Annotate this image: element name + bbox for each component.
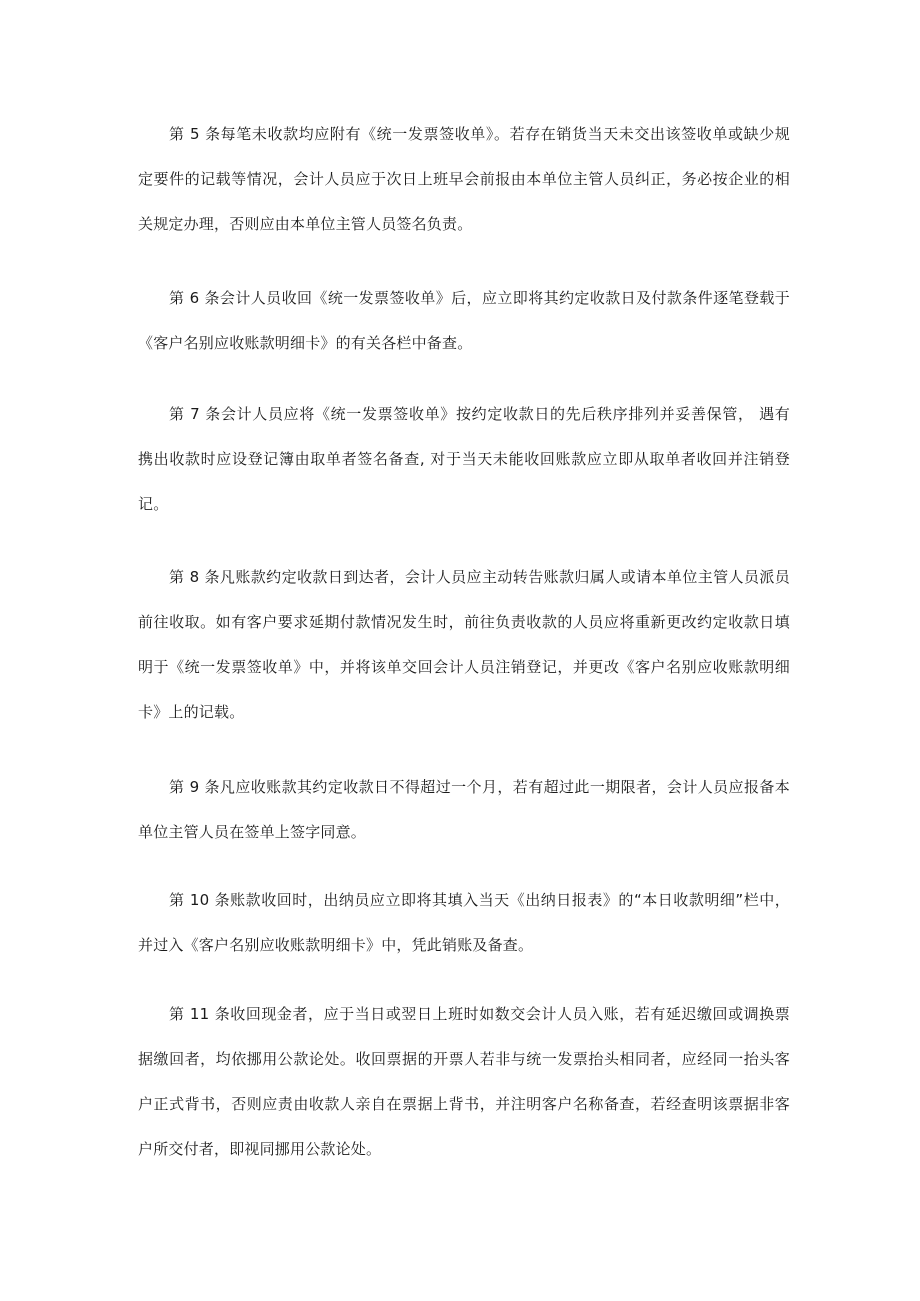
article-10 — [138, 878, 790, 968]
article-line: 第 8 条凡账款约定收款日到达者，会计人员应主动转告账款归属人或请本单位主管人员派员 — [169, 568, 790, 586]
article-line: 前往收取。如有客户要求延期付款情况发生时，前往负责收款的人员应将重新更改约定收款日填 — [138, 613, 790, 631]
article-line: 据缴回者，均依挪用公款论处。收回票据的开票人若非与统一发票抬头相同者，应经同一抬头客 — [138, 1050, 790, 1068]
article-8 — [138, 555, 790, 735]
article-line: 《客户名别应收账款明细卡》的有关各栏中备查。 — [138, 334, 473, 352]
article-line: 关规定办理，否则应由本单位主管人员签名负责。 — [138, 215, 473, 233]
article-line: 第 9 条凡应收账款其约定收款日不得超过一个月，若有超过此一期限者，会计人员应报备本 — [169, 778, 790, 796]
article-7 — [138, 392, 790, 527]
article-line: 第 10 条账款收回时，出纳员应立即将其填入当天《出纳日报表》的“本日收款明细”栏中， — [169, 891, 790, 909]
article-line: 单位主管人员在签单上签字同意。 — [138, 823, 367, 841]
article-11 — [138, 992, 790, 1172]
article-line: 户所交付者，即视同挪用公款论处。 — [138, 1140, 382, 1158]
article-line: 定要件的记载等情况，会计人员应于次日上班早会前报由本单位主管人员纠正，务必按企业的相 — [138, 170, 790, 188]
article-5 — [138, 112, 790, 247]
article-line: 第 5 条每笔未收款均应附有《统一发票签收单》。若存在销货当天未交出该签收单或缺少规 — [169, 125, 790, 143]
article-line: 户正式背书，否则应责由收款人亲自在票据上背书，并注明客户名称备查，若经查明该票据非客 — [138, 1095, 790, 1113]
article-line: 携出收款时应设登记簿由取单者签名备查, 对于当天未能收回账款应立即从取单者收回并注销登 — [138, 450, 790, 468]
article-line: 明于《统一发票签收单》中，并将该单交回会计人员注销登记，并更改《客户名别应收账款明细 — [138, 658, 790, 676]
article-line: 记。 — [138, 495, 169, 513]
article-line: 第 7 条会计人员应将《统一发票签收单》按约定收款日的先后秩序排列并妥善保管， 遇有 — [169, 405, 790, 423]
article-9 — [138, 765, 790, 855]
article-line: 并过入《客户名别应收账款明细卡》中，凭此销账及备查。 — [138, 936, 534, 954]
article-line: 卡》上的记载。 — [138, 703, 245, 721]
article-6 — [138, 276, 790, 366]
article-line: 第 11 条收回现金者，应于当日或翌日上班时如数交会计人员入账，若有延迟缴回或调换票 — [169, 1005, 790, 1023]
article-line: 第 6 条会计人员收回《统一发票签收单》后，应立即将其约定收款日及付款条件逐笔登载于 — [169, 289, 790, 307]
